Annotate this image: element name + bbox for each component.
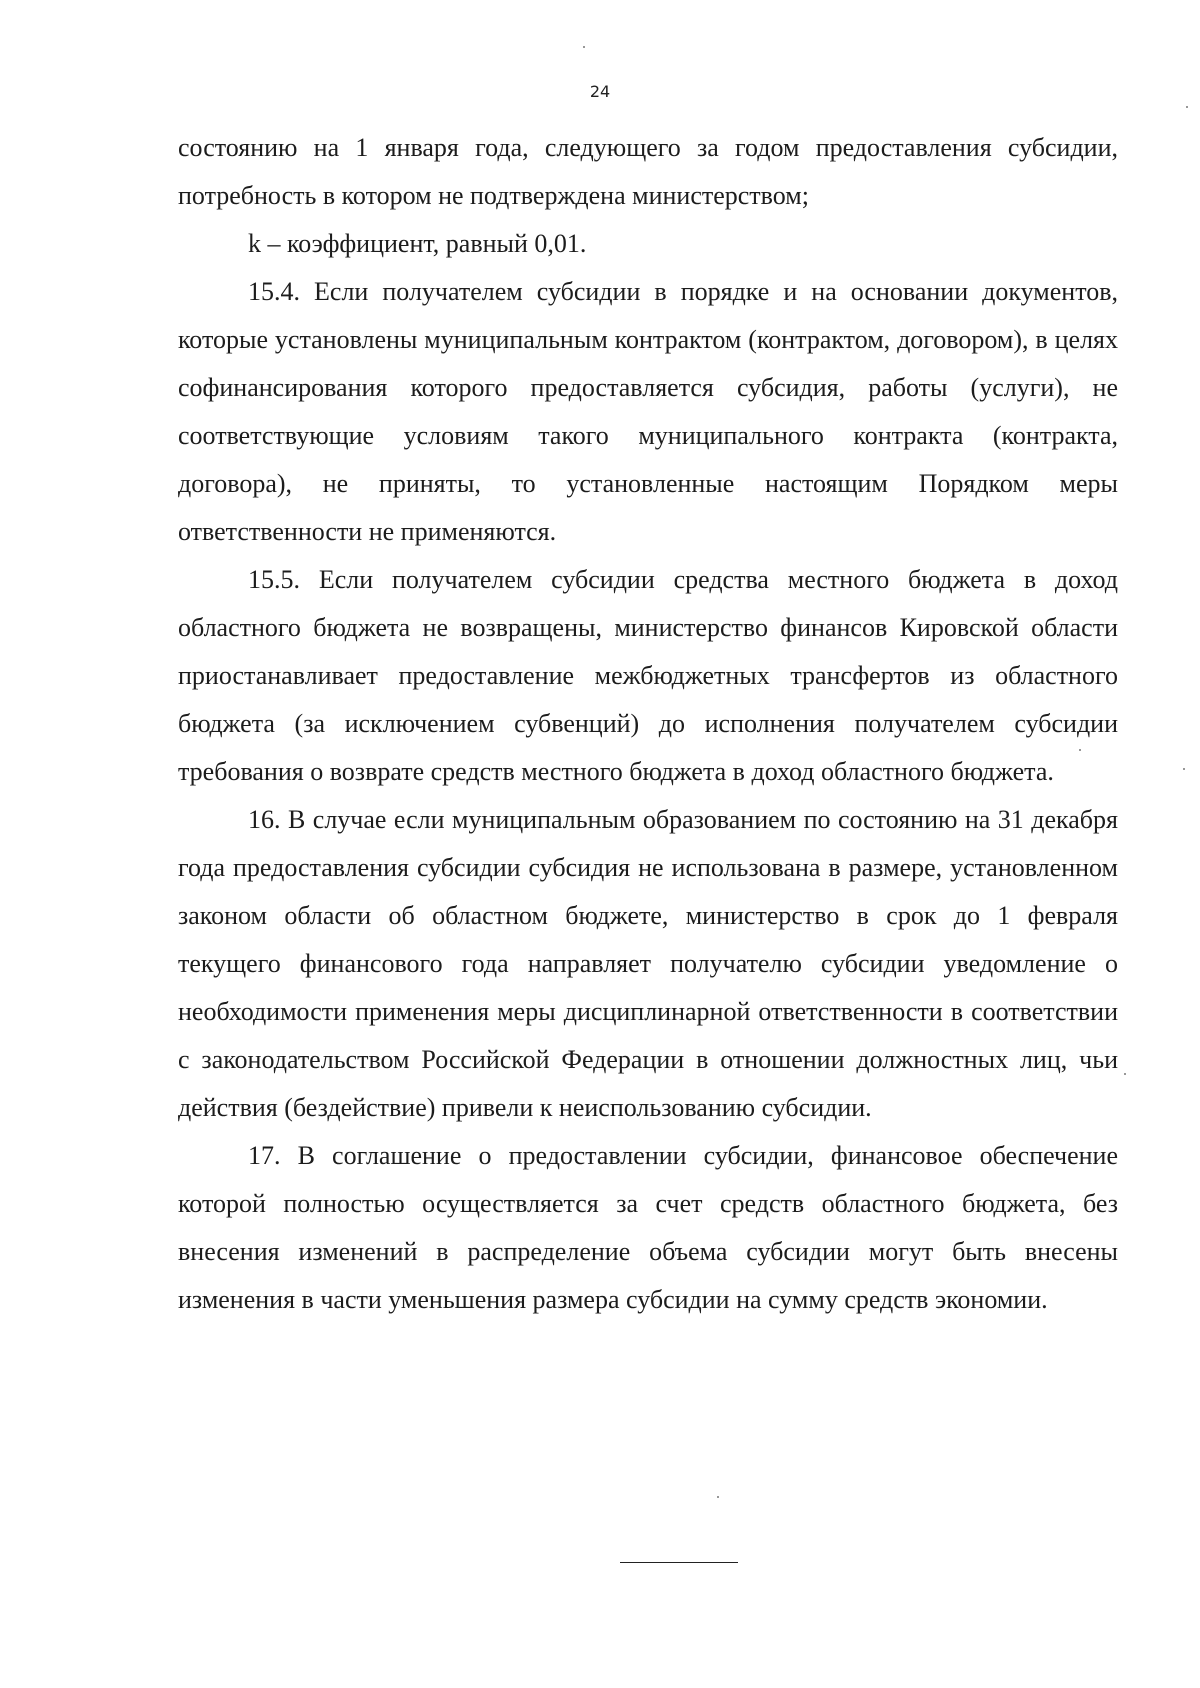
paragraph-continuation: состоянию на 1 января года, следующего за годом предоставления субсидии, потребность в котором не подтверждена министерством; — [178, 133, 1118, 210]
scan-speck — [1079, 749, 1081, 751]
scan-speck — [717, 1496, 719, 1498]
paragraph-16: 16. В случае если муниципальным образованием по состоянию на 31 декабря года предоставления субсидии субсидия не использована в размере, установленном законом области об областном бюджете, министерство в срок до 1 февраля текущего финансового года направляет получателю субсидии уведомление о необходимости применения меры дисциплинарной ответственности в соответствии с законодательством Российской Федерации в отношении должностных лиц, чьи действия (бездействие) привели к неиспользованию субсидии. — [178, 805, 1118, 1122]
end-of-text-rule — [620, 1562, 738, 1563]
paragraph-15-5: 15.5. Если получателем субсидии средства местного бюджета в доход областного бюджета не возвращены, министерство финансов Кировской области приостанавливает предоставление межбюджетных трансфертов из областного бюджета (за исключением субвенций) до исполнения получателем субсидии требования о возврате средств местного бюджета в доход областного бюджета. — [178, 565, 1118, 786]
document-body — [178, 124, 1118, 1324]
paragraph-coefficient-k: k – коэффициент, равный 0,01. — [248, 229, 587, 258]
scan-speck — [1124, 1073, 1126, 1075]
paragraph-17: 17. В соглашение о предоставлении субсидии, финансовое обеспечение которой полностью осуществляется за счет средств областного бюджета, без внесения изменений в распределение объема субсидии могут быть внесены изменения в части уменьшения размера субсидии на сумму средств экономии. — [178, 1141, 1118, 1314]
scan-speck — [1186, 106, 1188, 108]
page-number: 24 — [589, 82, 611, 101]
scan-speck — [1183, 768, 1185, 770]
scan-speck — [583, 46, 585, 48]
paragraph-15-4: 15.4. Если получателем субсидии в порядке и на основании документов, которые установлены муниципальным контрактом (контрактом, договором), в целях софинансирования которого предоставляется субсидия, работы (услуги), не соответствующие условиям такого муниципального контракта (контракта, договора), не приняты, то установленные настоящим Порядком меры ответственности не применяются. — [178, 277, 1118, 546]
